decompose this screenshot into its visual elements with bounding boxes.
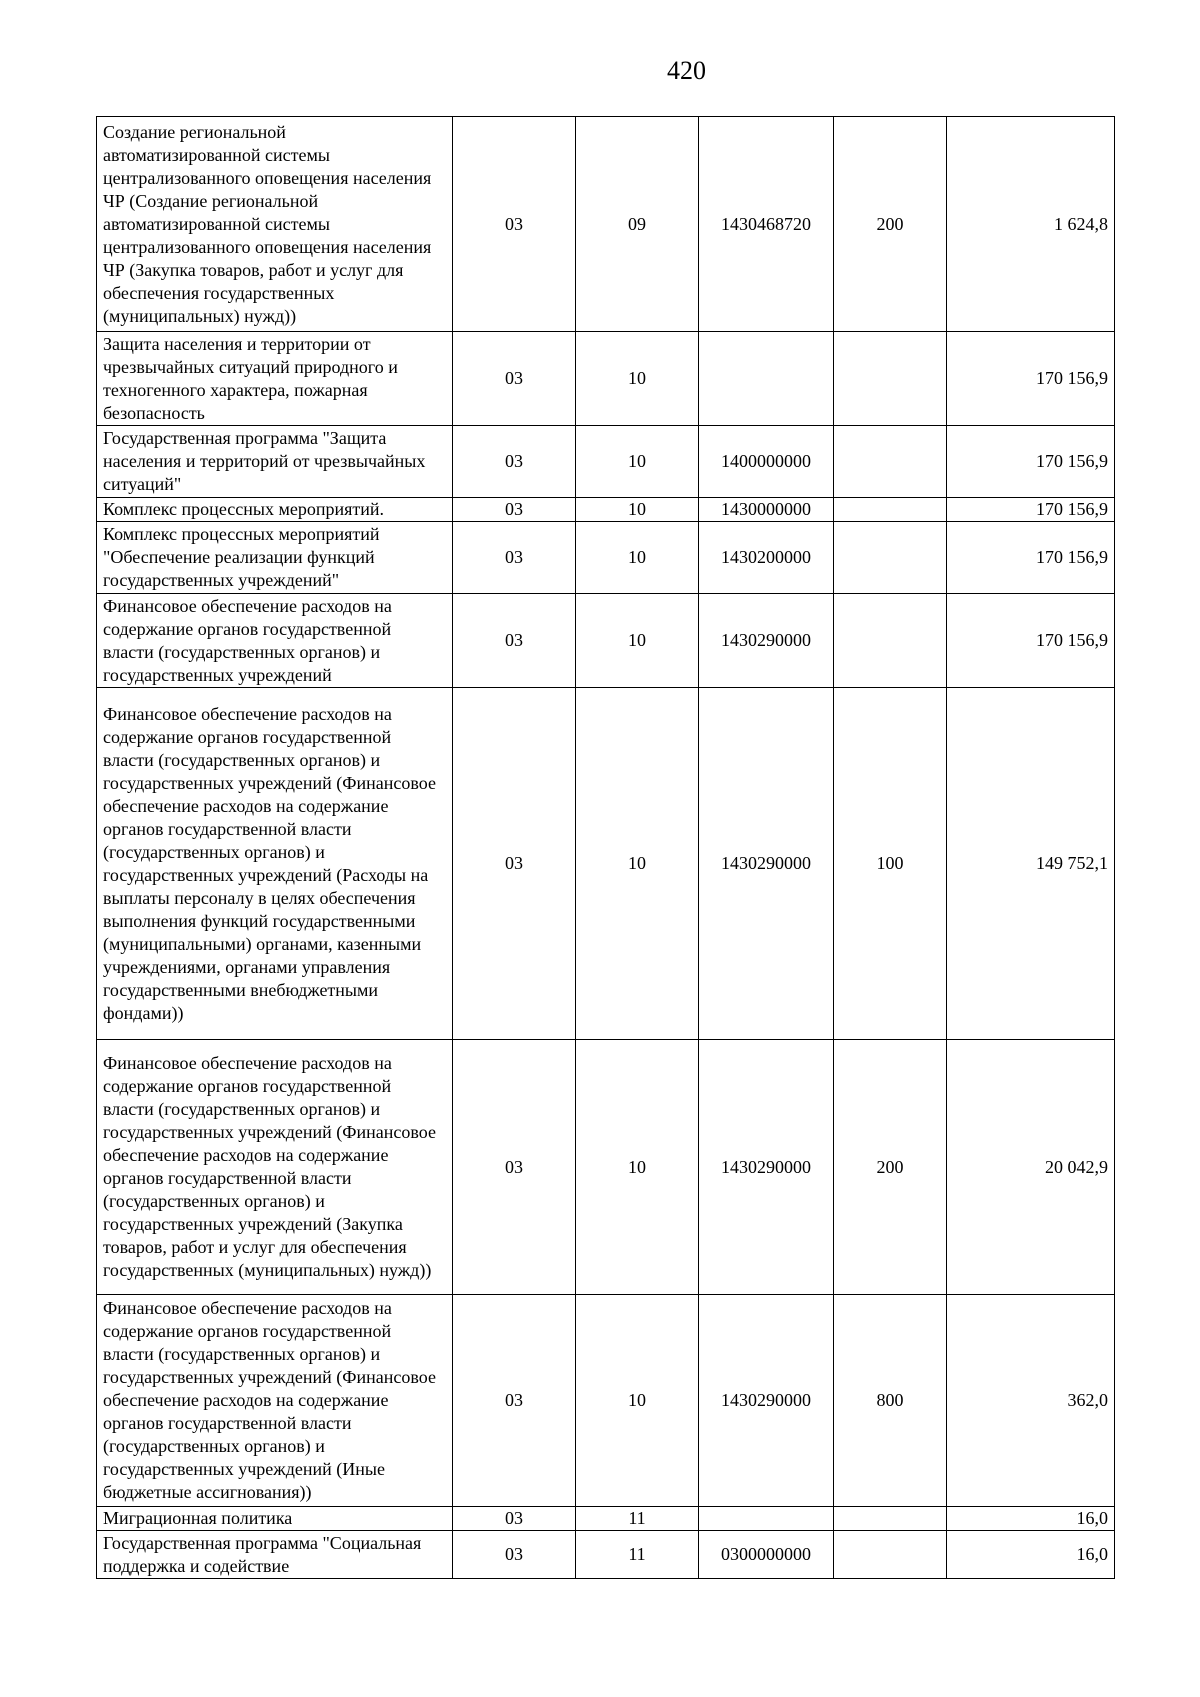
row-name-cell: Финансовое обеспечение расходов на содержание органов государственной власти (государственных органов) и государственных учреждений (Финансовое обеспечение расходов на содержание органов государственной власти (государственных органов) и государственных учреждений (Иные бюджетные ассигнования)) (97, 1295, 453, 1507)
target-article-cell (699, 332, 834, 426)
row-name-cell: Государственная программа "Защита населения и территорий от чрезвычайных ситуаций" (97, 426, 453, 498)
row-name-cell: Миграционная политика (97, 1507, 453, 1531)
section-cell: 03 (453, 1295, 576, 1507)
subsection-cell: 10 (576, 688, 699, 1040)
table-row (97, 688, 1115, 1040)
expense-type-cell: 800 (834, 1295, 947, 1507)
section-cell: 03 (453, 522, 576, 594)
table-row (97, 594, 1115, 688)
expense-type-cell (834, 426, 947, 498)
section-cell: 03 (453, 594, 576, 688)
subsection-cell: 10 (576, 522, 699, 594)
amount-cell: 170 156,9 (947, 498, 1115, 522)
row-name-cell: Финансовое обеспечение расходов на содержание органов государственной власти (государственных органов) и государственных учреждений (97, 594, 453, 688)
row-name-cell: Создание региональной автоматизированной системы централизованного оповещения населения ЧР (Создание региональной автоматизированной системы централизованного оповещения населения ЧР (Закупка товаров, работ и услуг для обеспечения государственных (муниципальных) нужд)) (97, 117, 453, 332)
target-article-cell: 0300000000 (699, 1531, 834, 1579)
amount-cell: 170 156,9 (947, 426, 1115, 498)
table-row (97, 522, 1115, 594)
amount-cell: 1 624,8 (947, 117, 1115, 332)
section-cell: 03 (453, 426, 576, 498)
amount-cell: 170 156,9 (947, 332, 1115, 426)
row-name-cell: Защита населения и территории от чрезвычайных ситуаций природного и техногенного характера, пожарная безопасность (97, 332, 453, 426)
section-cell: 03 (453, 332, 576, 426)
section-cell: 03 (453, 1507, 576, 1531)
row-name-cell: Комплекс процессных мероприятий. (97, 498, 453, 522)
amount-cell: 16,0 (947, 1531, 1115, 1579)
target-article-cell: 1430468720 (699, 117, 834, 332)
page-number: 420 (667, 56, 706, 85)
target-article-cell: 1430000000 (699, 498, 834, 522)
section-cell: 03 (453, 688, 576, 1040)
subsection-cell: 10 (576, 594, 699, 688)
amount-cell: 149 752,1 (947, 688, 1115, 1040)
amount-cell: 170 156,9 (947, 522, 1115, 594)
amount-cell: 20 042,9 (947, 1040, 1115, 1295)
amount-cell: 170 156,9 (947, 594, 1115, 688)
subsection-cell: 09 (576, 117, 699, 332)
subsection-cell: 11 (576, 1531, 699, 1579)
subsection-cell: 11 (576, 1507, 699, 1531)
expense-type-cell (834, 594, 947, 688)
table-row (97, 117, 1115, 332)
table-row (97, 332, 1115, 426)
row-name-cell: Государственная программа "Социальная поддержка и содействие (97, 1531, 453, 1579)
expense-type-cell (834, 522, 947, 594)
row-name-cell: Комплекс процессных мероприятий "Обеспечение реализации функций государственных учреждений" (97, 522, 453, 594)
budget-table (96, 116, 1115, 1579)
expense-type-cell (834, 1531, 947, 1579)
expense-type-cell: 200 (834, 117, 947, 332)
amount-cell: 16,0 (947, 1507, 1115, 1531)
table-row (97, 426, 1115, 498)
table-row (97, 1507, 1115, 1531)
subsection-cell: 10 (576, 332, 699, 426)
section-cell: 03 (453, 1531, 576, 1579)
section-cell: 03 (453, 498, 576, 522)
table-row (97, 498, 1115, 522)
row-name-cell: Финансовое обеспечение расходов на содержание органов государственной власти (государственных органов) и государственных учреждений (Финансовое обеспечение расходов на содержание органов государственной власти (государственных органов) и государственных учреждений (Закупка товаров, работ и услуг для обеспечения государственных (муниципальных) нужд)) (97, 1040, 453, 1295)
table-row (97, 1040, 1115, 1295)
target-article-cell: 1430290000 (699, 1295, 834, 1507)
expense-type-cell: 200 (834, 1040, 947, 1295)
expense-type-cell (834, 1507, 947, 1531)
target-article-cell (699, 1507, 834, 1531)
row-name-cell: Финансовое обеспечение расходов на содержание органов государственной власти (государственных органов) и государственных учреждений (Финансовое обеспечение расходов на содержание органов государственной власти (государственных органов) и государственных учреждений (Расходы на выплаты персоналу в целях обеспечения выполнения функций государственными (муниципальными) органами, казенными учреждениями, органами управления государственными внебюджетными фондами)) (97, 688, 453, 1040)
target-article-cell: 1430290000 (699, 688, 834, 1040)
section-cell: 03 (453, 1040, 576, 1295)
target-article-cell: 1430290000 (699, 1040, 834, 1295)
expense-type-cell (834, 332, 947, 426)
expense-type-cell: 100 (834, 688, 947, 1040)
subsection-cell: 10 (576, 498, 699, 522)
target-article-cell: 1430200000 (699, 522, 834, 594)
table-row (97, 1295, 1115, 1507)
section-cell: 03 (453, 117, 576, 332)
table-row (97, 1531, 1115, 1579)
expense-type-cell (834, 498, 947, 522)
target-article-cell: 1400000000 (699, 426, 834, 498)
target-article-cell: 1430290000 (699, 594, 834, 688)
subsection-cell: 10 (576, 1040, 699, 1295)
subsection-cell: 10 (576, 426, 699, 498)
subsection-cell: 10 (576, 1295, 699, 1507)
amount-cell: 362,0 (947, 1295, 1115, 1507)
